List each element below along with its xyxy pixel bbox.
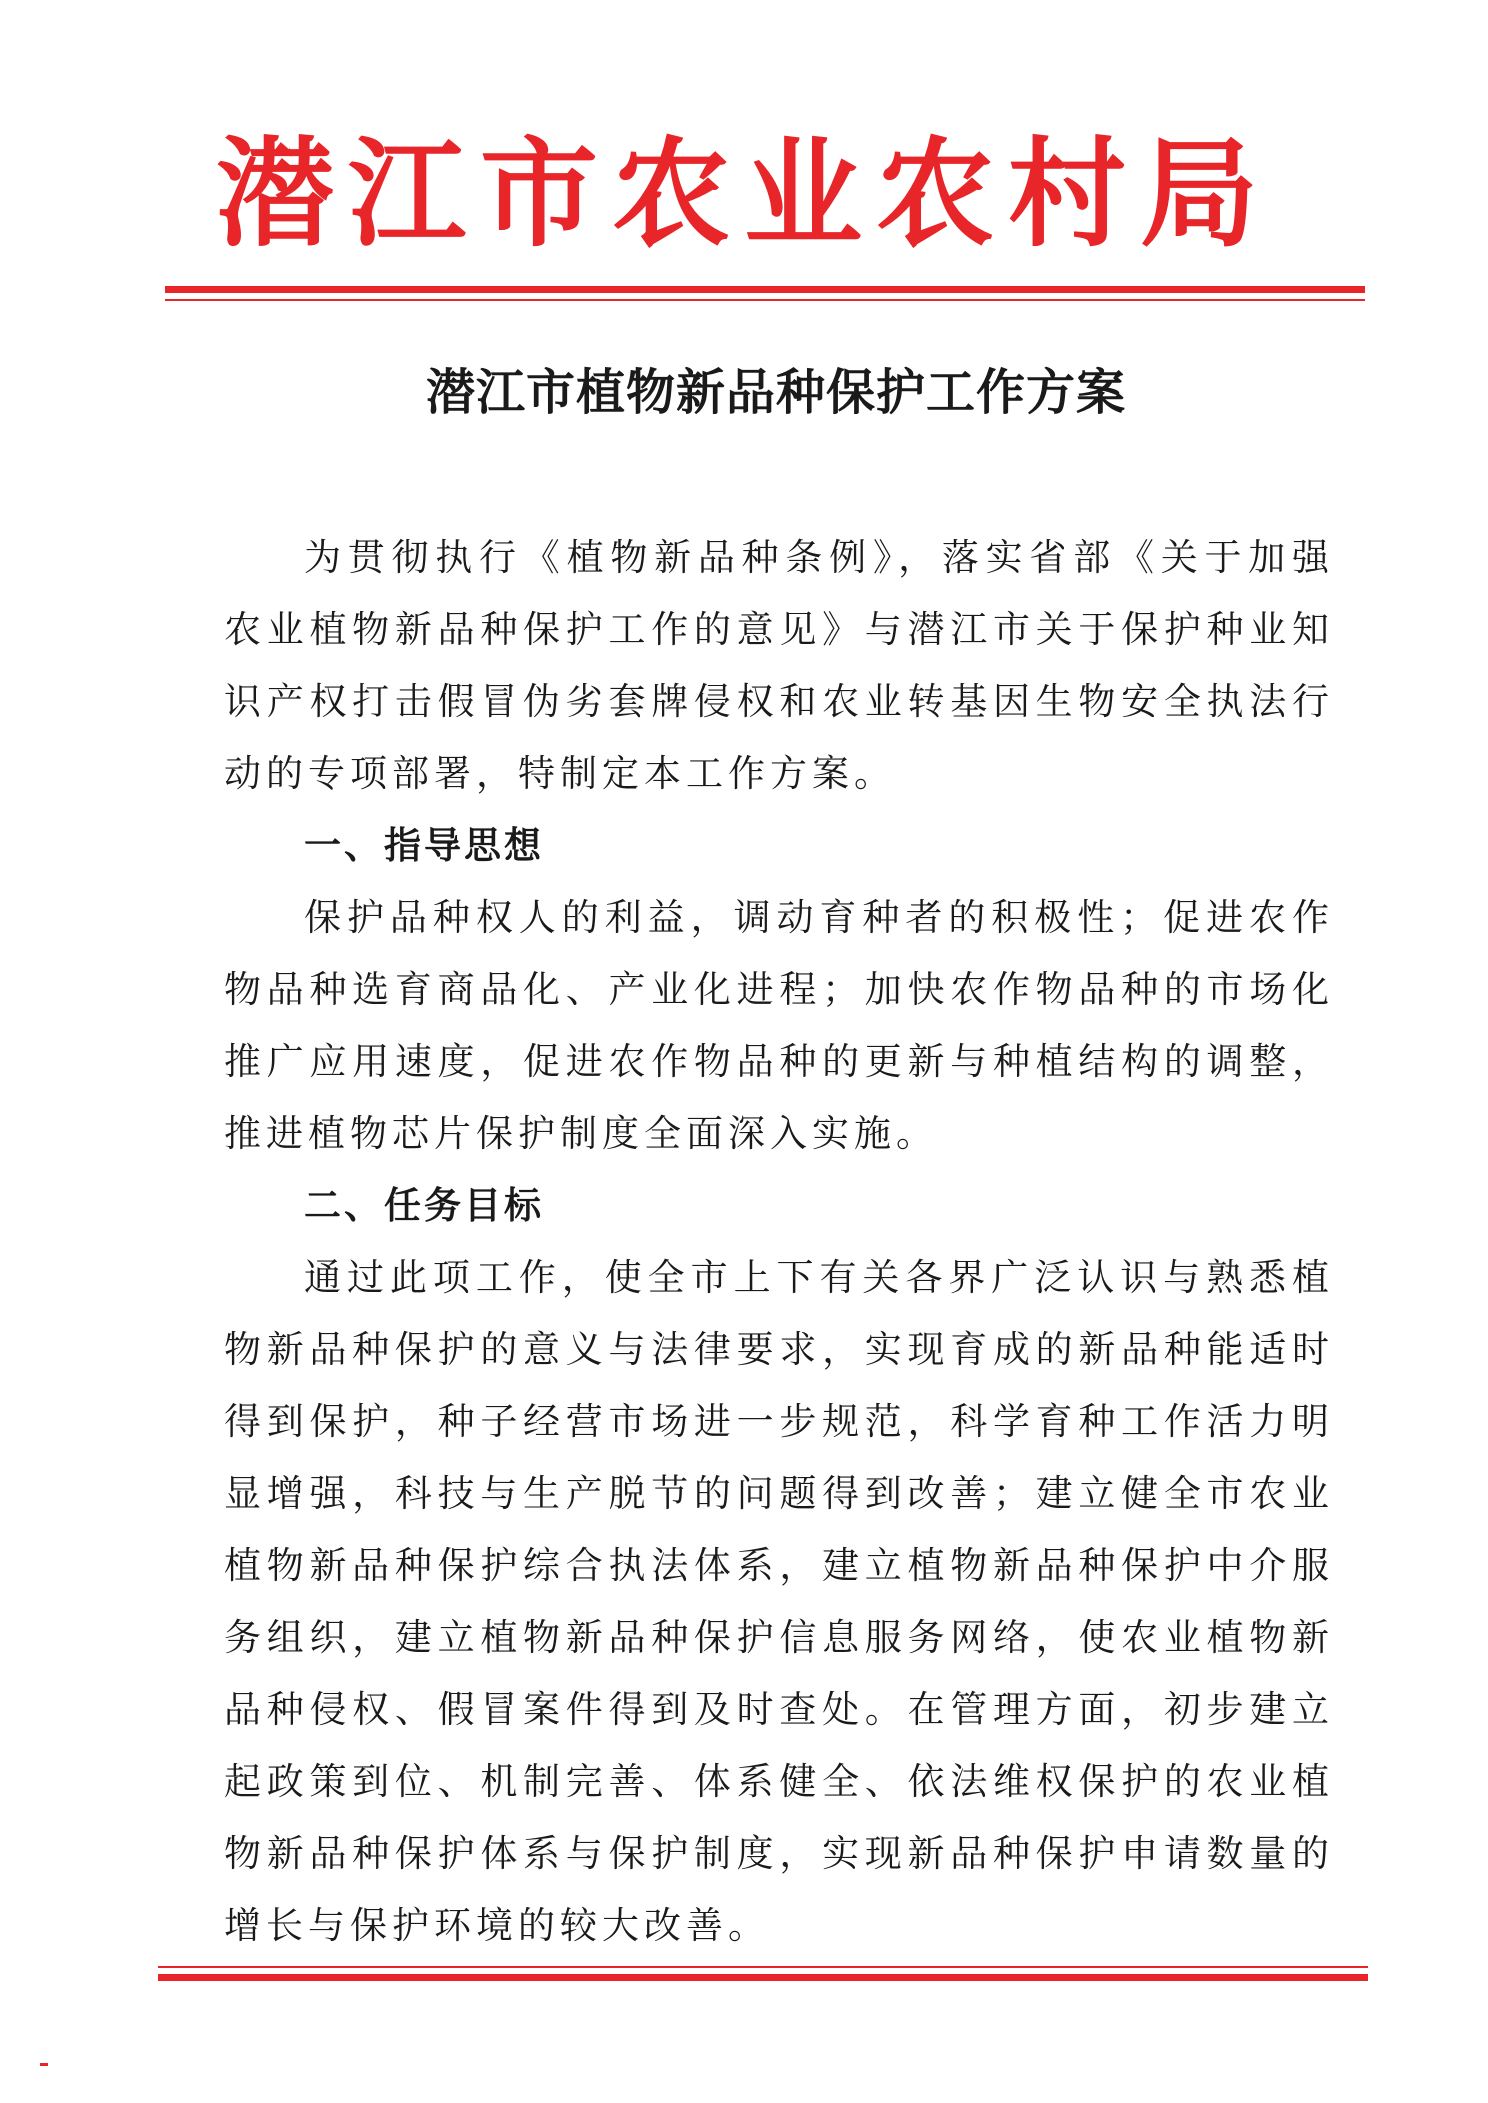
document-body xyxy=(224,522,1334,1962)
section-body-guiding-ideology: 保护品种权人的利益，调动育种者的积极性；促进农作物品种选育商品化、产业化进程；加快农作物品种的市场化推广应用速度，促进农作物品种的更新与种植结构的调整，推进植物芯片保护制度全面深入实施。 xyxy=(224,896,1334,1155)
letterhead-title: 潜江市农业农村局 xyxy=(215,124,1272,263)
section-heading-guiding-ideology: 一、指导思想 xyxy=(304,824,544,867)
intro-paragraph: 为贯彻执行《植物新品种条例》，落实省部《关于加强农业植物新品种保护工作的意见》与潜江市关于保护种业知识产权打击假冒伪劣套牌侵权和农业转基因生物安全执法行动的专项部署，特制定本工作方案。 xyxy=(224,536,1334,795)
footer-red-rule xyxy=(158,1966,1368,1981)
document-title: 潜江市植物新品种保护工作方案 xyxy=(425,363,1126,421)
section-body-task-goals: 通过此项工作，使全市上下有关各界广泛认识与熟悉植物新品种保护的意义与法律要求，实现育成的新品种能适时得到保护，种子经营市场进一步规范，科学育种工作活力明显增强，科技与生产脱节的问题得到改善；建立健全市农业植物新品种保护综合执法体系，建立植物新品种保护中介服务组织，建立植物新品种保护信息服务网络，使农业植物新品种侵权、假冒案件得到及时查处。在管理方面，初步建立起政策到位、机制完善、体系健全、依法维权保护的农业植物新品种保护体系与保护制度，实现新品种保护申请数量的增长与保护环境的较大改善。 xyxy=(224,1256,1334,1947)
letterhead-red-rule xyxy=(165,286,1365,301)
scan-speck xyxy=(40,2063,48,2066)
section-heading-task-goals: 二、任务目标 xyxy=(304,1184,544,1227)
